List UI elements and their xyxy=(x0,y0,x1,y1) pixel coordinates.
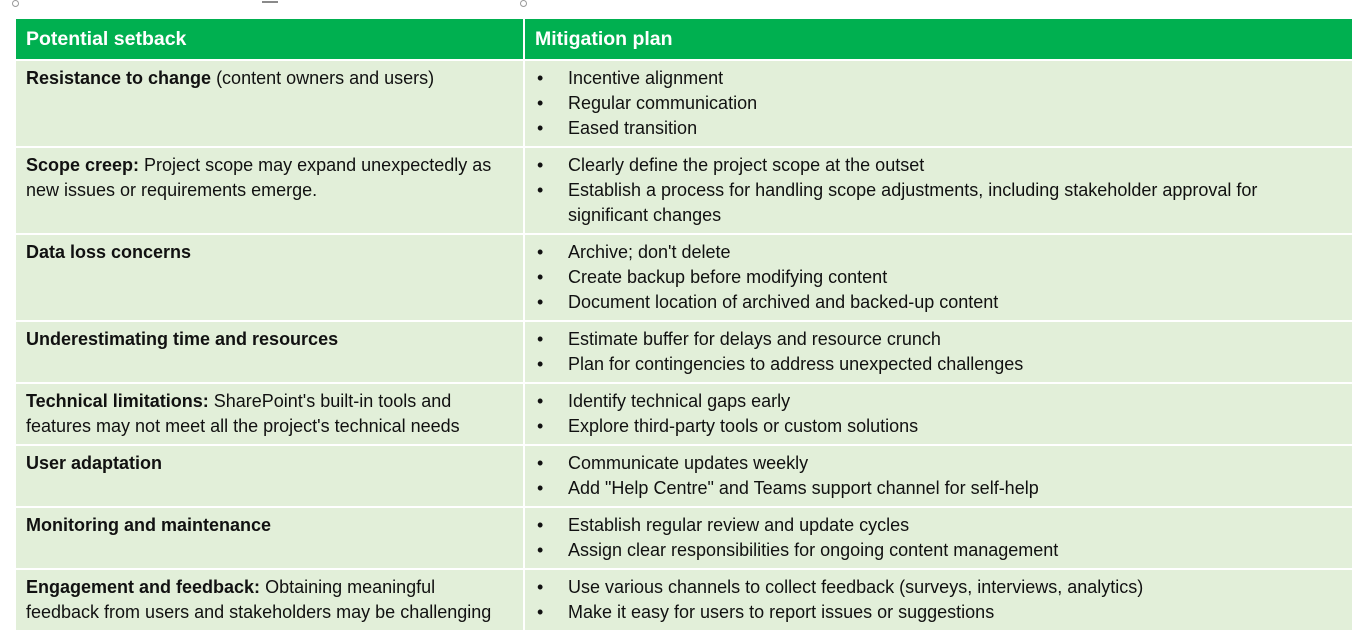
bullet-icon: • xyxy=(537,267,544,287)
mitigation-text: Use various channels to collect feedback (surveys, interviews, analytics) xyxy=(568,577,1144,597)
mitigation-item xyxy=(535,575,1342,600)
mitigation-text: Estimate buffer for delays and resource crunch xyxy=(568,329,941,349)
bullet-icon: • xyxy=(537,292,544,312)
mitigation-item xyxy=(535,153,1342,178)
mitigation-text: Regular communication xyxy=(568,93,758,113)
mitigation-cell xyxy=(524,60,1352,147)
handle-circle-icon xyxy=(12,0,19,7)
header-potential-setback: Potential setback xyxy=(16,19,524,60)
bullet-icon: • xyxy=(537,391,544,411)
mitigation-item xyxy=(535,476,1342,501)
mitigation-item xyxy=(535,240,1342,265)
setback-cell xyxy=(16,445,524,507)
bullet-icon: • xyxy=(537,540,544,560)
mitigation-list xyxy=(535,66,1342,141)
setback-title: Monitoring and maintenance xyxy=(26,515,272,535)
mitigation-text: Clearly define the project scope at the outset xyxy=(568,155,925,175)
mitigation-list xyxy=(535,513,1342,563)
mitigation-list xyxy=(535,153,1342,228)
setback-description: Project scope may expand unexpectedly as new issues or requirements emerge. xyxy=(26,155,497,200)
setback-description: SharePoint's built-in tools and features may not meet all the project's technical needs xyxy=(26,391,460,436)
bullet-icon: • xyxy=(537,416,544,436)
setback-description: Obtaining meaningful feedback from users and stakeholders may be challenging xyxy=(26,577,492,622)
setback-description: (content owners and users) xyxy=(211,68,435,88)
mitigation-item xyxy=(535,66,1342,91)
table-row xyxy=(16,569,1352,631)
mitigation-text: Establish regular review and update cycles xyxy=(568,515,910,535)
mitigation-text: Incentive alignment xyxy=(568,68,724,88)
setback-cell xyxy=(16,234,524,321)
mitigation-text: Archive; don't delete xyxy=(568,242,731,262)
mitigation-item xyxy=(535,290,1342,315)
bullet-icon: • xyxy=(537,453,544,473)
bullet-icon: • xyxy=(537,180,544,200)
mitigation-text: Communicate updates weekly xyxy=(568,453,809,473)
bullet-icon: • xyxy=(537,354,544,374)
bullet-icon: • xyxy=(537,155,544,175)
mitigation-cell xyxy=(524,383,1352,445)
mitigation-text: Identify technical gaps early xyxy=(568,391,791,411)
mitigation-text: Document location of archived and backed-up content xyxy=(568,292,999,312)
mitigation-cell xyxy=(524,321,1352,383)
table-row xyxy=(16,383,1352,445)
handle-bar-icon xyxy=(262,1,278,3)
setback-title: Scope creep: xyxy=(26,155,140,175)
mitigation-item xyxy=(535,265,1342,290)
table-row xyxy=(16,234,1352,321)
bullet-icon: • xyxy=(537,602,544,622)
setback-title: Technical limitations: xyxy=(26,391,209,411)
setback-title: Resistance to change xyxy=(26,68,212,88)
mitigation-item xyxy=(535,513,1342,538)
mitigation-text: Create backup before modifying content xyxy=(568,267,888,287)
mitigation-list xyxy=(535,575,1342,625)
setback-title: Data loss concerns xyxy=(26,242,192,262)
table-header-row xyxy=(16,19,1352,60)
mitigation-item xyxy=(535,451,1342,476)
setback-cell xyxy=(16,147,524,234)
bullet-icon: • xyxy=(537,93,544,113)
mitigation-list xyxy=(535,451,1342,501)
mitigation-text: Eased transition xyxy=(568,118,698,138)
bullet-icon: • xyxy=(537,118,544,138)
setback-mitigation-table xyxy=(16,19,1352,632)
table-row xyxy=(16,445,1352,507)
table-row xyxy=(16,147,1352,234)
mitigation-cell xyxy=(524,147,1352,234)
mitigation-text: Explore third-party tools or custom solutions xyxy=(568,416,919,436)
bullet-icon: • xyxy=(537,329,544,349)
mitigation-cell xyxy=(524,569,1352,631)
table-row xyxy=(16,507,1352,569)
bullet-icon: • xyxy=(537,515,544,535)
mitigation-list xyxy=(535,240,1342,315)
setback-cell xyxy=(16,60,524,147)
mitigation-text: Assign clear responsibilities for ongoing content management xyxy=(568,540,1059,560)
mitigation-cell xyxy=(524,507,1352,569)
bullet-icon: • xyxy=(537,242,544,262)
setback-title: User adaptation xyxy=(26,453,163,473)
mitigation-item xyxy=(535,352,1342,377)
mitigation-item xyxy=(535,327,1342,352)
setback-title: Engagement and feedback: xyxy=(26,577,261,597)
mitigation-list xyxy=(535,389,1342,439)
mitigation-cell xyxy=(524,445,1352,507)
mitigation-text: Add "Help Centre" and Teams support channel for self-help xyxy=(568,478,1039,498)
mitigation-text: Establish a process for handling scope adjustments, including stakeholder approval for significant changes xyxy=(568,180,1258,225)
bullet-icon: • xyxy=(537,577,544,597)
mitigation-cell xyxy=(524,234,1352,321)
mitigation-item xyxy=(535,538,1342,563)
setback-cell xyxy=(16,507,524,569)
setback-cell xyxy=(16,383,524,445)
mitigation-item xyxy=(535,91,1342,116)
setback-cell xyxy=(16,321,524,383)
mitigation-item xyxy=(535,600,1342,625)
table-body xyxy=(16,60,1352,631)
header-mitigation-plan: Mitigation plan xyxy=(524,19,1352,60)
table-row xyxy=(16,60,1352,147)
mitigation-text: Make it easy for users to report issues or suggestions xyxy=(568,602,995,622)
cropped-top-edge xyxy=(0,0,1366,18)
mitigation-item xyxy=(535,414,1342,439)
setback-title: Underestimating time and resources xyxy=(26,329,339,349)
mitigation-list xyxy=(535,327,1342,377)
setback-cell xyxy=(16,569,524,631)
mitigation-item xyxy=(535,389,1342,414)
mitigation-item xyxy=(535,178,1342,228)
table-row xyxy=(16,321,1352,383)
bullet-icon: • xyxy=(537,478,544,498)
bullet-icon: • xyxy=(537,68,544,88)
mitigation-text: Plan for contingencies to address unexpected challenges xyxy=(568,354,1024,374)
mitigation-item xyxy=(535,116,1342,141)
handle-circle-icon xyxy=(520,0,527,7)
